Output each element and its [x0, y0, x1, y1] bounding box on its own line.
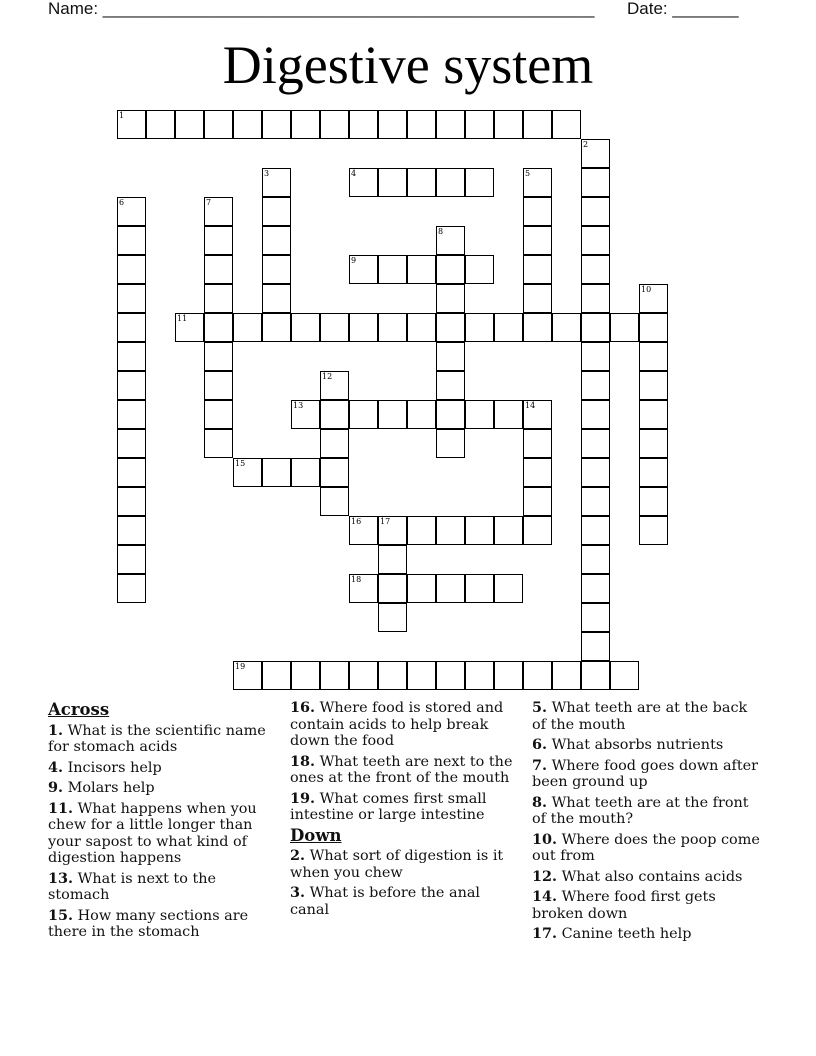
grid-cell[interactable] — [349, 400, 378, 429]
grid-cell[interactable] — [407, 110, 436, 139]
grid-cell[interactable] — [117, 110, 146, 139]
grid-cell[interactable] — [436, 574, 465, 603]
grid-cell[interactable] — [436, 371, 465, 400]
grid-cell[interactable] — [262, 313, 291, 342]
grid-cell[interactable] — [349, 110, 378, 139]
grid-cell[interactable] — [204, 255, 233, 284]
grid-cell[interactable] — [262, 197, 291, 226]
grid-cell[interactable] — [407, 313, 436, 342]
grid-cell[interactable] — [639, 313, 668, 342]
down-clue: 7. Where food goes down after been ground up — [532, 756, 759, 790]
grid-cell[interactable] — [552, 661, 581, 690]
grid-cell[interactable] — [581, 574, 610, 603]
down-clue: 10. Where does the poop come out from — [532, 830, 760, 864]
cell-number: 4 — [351, 169, 357, 178]
grid-cell[interactable] — [639, 516, 668, 545]
cell-number: 19 — [235, 662, 246, 671]
grid-cell[interactable] — [639, 284, 668, 313]
grid-cell[interactable] — [523, 226, 552, 255]
down-clue: 14. Where food first gets broken down — [532, 888, 716, 922]
grid-cell[interactable] — [378, 603, 407, 632]
across-clue: 15. How many sections are there in the stomach — [48, 906, 249, 940]
grid-cell[interactable] — [581, 516, 610, 545]
cell-number: 17 — [380, 517, 391, 526]
grid-cell[interactable] — [639, 342, 668, 371]
grid-cell[interactable] — [117, 429, 146, 458]
clue-column-3 — [532, 700, 762, 947]
grid-cell[interactable] — [233, 458, 262, 487]
grid-cell[interactable] — [523, 197, 552, 226]
across-clue: 19. What comes first small intestine or large intestine — [290, 789, 487, 823]
grid-cell[interactable] — [407, 516, 436, 545]
cell-number: 2 — [583, 140, 589, 149]
grid-cell[interactable] — [581, 545, 610, 574]
grid-cell[interactable] — [262, 226, 291, 255]
grid-cell[interactable] — [291, 313, 320, 342]
grid-cell[interactable] — [494, 313, 523, 342]
grid-cell[interactable] — [436, 400, 465, 429]
grid-cell[interactable] — [291, 400, 320, 429]
grid-cell[interactable] — [117, 284, 146, 313]
grid-cell[interactable] — [262, 284, 291, 313]
grid-cell[interactable] — [320, 487, 349, 516]
grid-cell[interactable] — [494, 574, 523, 603]
grid-cell[interactable] — [436, 284, 465, 313]
grid-cell[interactable] — [349, 661, 378, 690]
grid-cell[interactable] — [465, 516, 494, 545]
across-clue: 16. Where food is stored and contain acids to help break down the food — [290, 699, 504, 749]
across-heading: Across — [48, 700, 110, 719]
grid-cell[interactable] — [378, 313, 407, 342]
grid-cell[interactable] — [523, 516, 552, 545]
grid-cell[interactable] — [378, 545, 407, 574]
grid-cell[interactable] — [378, 574, 407, 603]
name-field[interactable]: Name: ____________________________________________________ — [48, 0, 595, 18]
grid-cell[interactable] — [465, 110, 494, 139]
across-clue: 4. Incisors help — [48, 758, 162, 776]
grid-cell[interactable] — [407, 400, 436, 429]
grid-cell[interactable] — [523, 168, 552, 197]
grid-cell[interactable] — [436, 313, 465, 342]
grid-cell[interactable] — [465, 400, 494, 429]
grid-cell[interactable] — [436, 226, 465, 255]
grid-cell[interactable] — [523, 429, 552, 458]
grid-cell[interactable] — [523, 255, 552, 284]
grid-cell[interactable] — [349, 168, 378, 197]
date-field[interactable]: Date: _______ — [627, 0, 739, 18]
grid-cell[interactable] — [436, 342, 465, 371]
grid-cell[interactable] — [523, 458, 552, 487]
grid-cell[interactable] — [581, 632, 610, 661]
grid-cell[interactable] — [494, 400, 523, 429]
grid-cell[interactable] — [581, 197, 610, 226]
down-clue: 17. Canine teeth help — [532, 925, 692, 942]
grid-cell[interactable] — [581, 313, 610, 342]
grid-cell[interactable] — [639, 371, 668, 400]
grid-cell[interactable] — [117, 516, 146, 545]
grid-cell[interactable] — [117, 545, 146, 574]
grid-cell[interactable] — [610, 661, 639, 690]
cell-number: 16 — [351, 517, 362, 526]
grid-cell[interactable] — [204, 371, 233, 400]
grid-cell[interactable] — [175, 313, 204, 342]
grid-cell[interactable] — [639, 429, 668, 458]
grid-cell[interactable] — [581, 226, 610, 255]
grid-cell[interactable] — [291, 661, 320, 690]
grid-cell[interactable] — [262, 255, 291, 284]
clue-column-1 — [48, 700, 278, 945]
grid-cell[interactable] — [407, 574, 436, 603]
grid-cell[interactable] — [436, 168, 465, 197]
grid-cell[interactable] — [204, 197, 233, 226]
grid-cell[interactable] — [581, 284, 610, 313]
grid-cell[interactable] — [117, 574, 146, 603]
cell-number: 14 — [525, 401, 536, 410]
down-clue: 6. What absorbs nutrients — [532, 736, 724, 753]
grid-cell[interactable] — [117, 313, 146, 342]
grid-cell[interactable] — [320, 661, 349, 690]
grid-cell[interactable] — [581, 168, 610, 197]
grid-cell[interactable] — [581, 487, 610, 516]
across-clue: 13. What is next to the stomach — [48, 869, 217, 903]
grid-cell[interactable] — [552, 313, 581, 342]
cell-number: 13 — [293, 401, 304, 410]
grid-cell[interactable] — [291, 110, 320, 139]
grid-cell[interactable] — [581, 603, 610, 632]
grid-cell[interactable] — [262, 110, 291, 139]
grid-cell[interactable] — [465, 313, 494, 342]
grid-cell[interactable] — [378, 400, 407, 429]
grid-cell[interactable] — [175, 110, 204, 139]
grid-cell[interactable] — [639, 458, 668, 487]
grid-cell[interactable] — [610, 313, 639, 342]
cell-number: 11 — [177, 314, 188, 323]
grid-cell[interactable] — [436, 255, 465, 284]
grid-cell[interactable] — [349, 574, 378, 603]
grid-cell[interactable] — [349, 516, 378, 545]
cell-number: 10 — [641, 285, 652, 294]
grid-cell[interactable] — [204, 110, 233, 139]
grid-cell[interactable] — [465, 255, 494, 284]
across-clue: 9. Molars help — [48, 779, 155, 796]
grid-cell[interactable] — [262, 661, 291, 690]
cell-number: 18 — [351, 575, 362, 584]
grid-cell[interactable] — [117, 487, 146, 516]
cell-number: 8 — [438, 227, 444, 236]
cell-number: 12 — [322, 372, 333, 381]
down-heading: Down — [290, 825, 342, 845]
across-clue: 1. What is the scientific name for stomach acids — [48, 721, 266, 755]
down-clue: 5. What teeth are at the back of the mouth — [532, 699, 748, 733]
grid-cell[interactable] — [581, 400, 610, 429]
grid-cell[interactable] — [349, 255, 378, 284]
grid-cell[interactable] — [291, 458, 320, 487]
down-clue: 2. What sort of digestion is it when you chew — [290, 847, 504, 881]
grid-cell[interactable] — [407, 661, 436, 690]
grid-cell[interactable] — [117, 342, 146, 371]
grid-cell[interactable] — [378, 168, 407, 197]
grid-cell[interactable] — [581, 255, 610, 284]
grid-cell[interactable] — [378, 661, 407, 690]
clue-column-2 — [290, 700, 520, 922]
grid-cell[interactable] — [233, 661, 262, 690]
grid-cell[interactable] — [262, 458, 291, 487]
grid-cell[interactable] — [639, 487, 668, 516]
grid-cell[interactable] — [581, 371, 610, 400]
grid-cell[interactable] — [465, 168, 494, 197]
grid-cell[interactable] — [378, 516, 407, 545]
grid-cell[interactable] — [117, 458, 146, 487]
grid-cell[interactable] — [117, 197, 146, 226]
grid-cell[interactable] — [349, 313, 378, 342]
grid-cell[interactable] — [523, 400, 552, 429]
grid-cell[interactable] — [523, 110, 552, 139]
across-clue: 11. What happens when you chew for a little longer than your sapost to what kind of digestion happens — [48, 799, 257, 866]
grid-cell[interactable] — [233, 313, 262, 342]
grid-cell[interactable] — [204, 284, 233, 313]
grid-cell[interactable] — [320, 371, 349, 400]
grid-cell[interactable] — [494, 661, 523, 690]
down-clue: 8. What teeth are at the front of the mouth? — [532, 793, 749, 827]
grid-cell[interactable] — [494, 516, 523, 545]
cell-number: 6 — [119, 198, 125, 207]
grid-cell[interactable] — [581, 458, 610, 487]
grid-cell[interactable] — [552, 110, 581, 139]
grid-cell[interactable] — [233, 110, 262, 139]
grid-cell[interactable] — [581, 139, 610, 168]
grid-cell[interactable] — [117, 371, 146, 400]
cell-number: 9 — [351, 256, 357, 265]
grid-cell[interactable] — [581, 342, 610, 371]
grid-cell[interactable] — [436, 110, 465, 139]
grid-cell[interactable] — [117, 400, 146, 429]
grid-cell[interactable] — [204, 400, 233, 429]
grid-cell[interactable] — [378, 255, 407, 284]
grid-cell[interactable] — [494, 110, 523, 139]
grid-cell[interactable] — [407, 255, 436, 284]
cell-number: 1 — [119, 111, 125, 120]
grid-cell[interactable] — [523, 284, 552, 313]
grid-cell[interactable] — [204, 429, 233, 458]
cell-number: 7 — [206, 198, 212, 207]
grid-cell[interactable] — [146, 110, 175, 139]
page-title: Digestive system — [222, 35, 594, 95]
grid-cell[interactable] — [204, 313, 233, 342]
across-clue: 18. What teeth are next to the ones at the front of the mouth — [290, 752, 513, 786]
down-clue: 12. What also contains acids — [532, 867, 743, 885]
grid-cell[interactable] — [581, 661, 610, 690]
grid-cell[interactable] — [320, 400, 349, 429]
grid-cell[interactable] — [117, 255, 146, 284]
grid-cell[interactable] — [436, 429, 465, 458]
grid-cell[interactable] — [378, 110, 407, 139]
grid-cell[interactable] — [407, 168, 436, 197]
cell-number: 3 — [264, 169, 270, 178]
grid-cell[interactable] — [117, 226, 146, 255]
down-clue: 3. What is before the anal canal — [290, 884, 481, 918]
cell-number: 5 — [525, 169, 531, 178]
grid-cell[interactable] — [523, 487, 552, 516]
grid-cell[interactable] — [581, 429, 610, 458]
grid-cell[interactable] — [320, 458, 349, 487]
grid-cell[interactable] — [639, 400, 668, 429]
grid-cell[interactable] — [523, 313, 552, 342]
grid-cell[interactable] — [320, 110, 349, 139]
grid-cell[interactable] — [436, 661, 465, 690]
cell-number: 15 — [235, 459, 246, 468]
grid-cell[interactable] — [262, 168, 291, 197]
grid-cell[interactable] — [320, 429, 349, 458]
grid-cell[interactable] — [320, 313, 349, 342]
grid-cell[interactable] — [465, 661, 494, 690]
grid-cell[interactable] — [465, 574, 494, 603]
grid-cell[interactable] — [436, 516, 465, 545]
grid-cell[interactable] — [204, 342, 233, 371]
grid-cell[interactable] — [204, 226, 233, 255]
grid-cell[interactable] — [523, 661, 552, 690]
